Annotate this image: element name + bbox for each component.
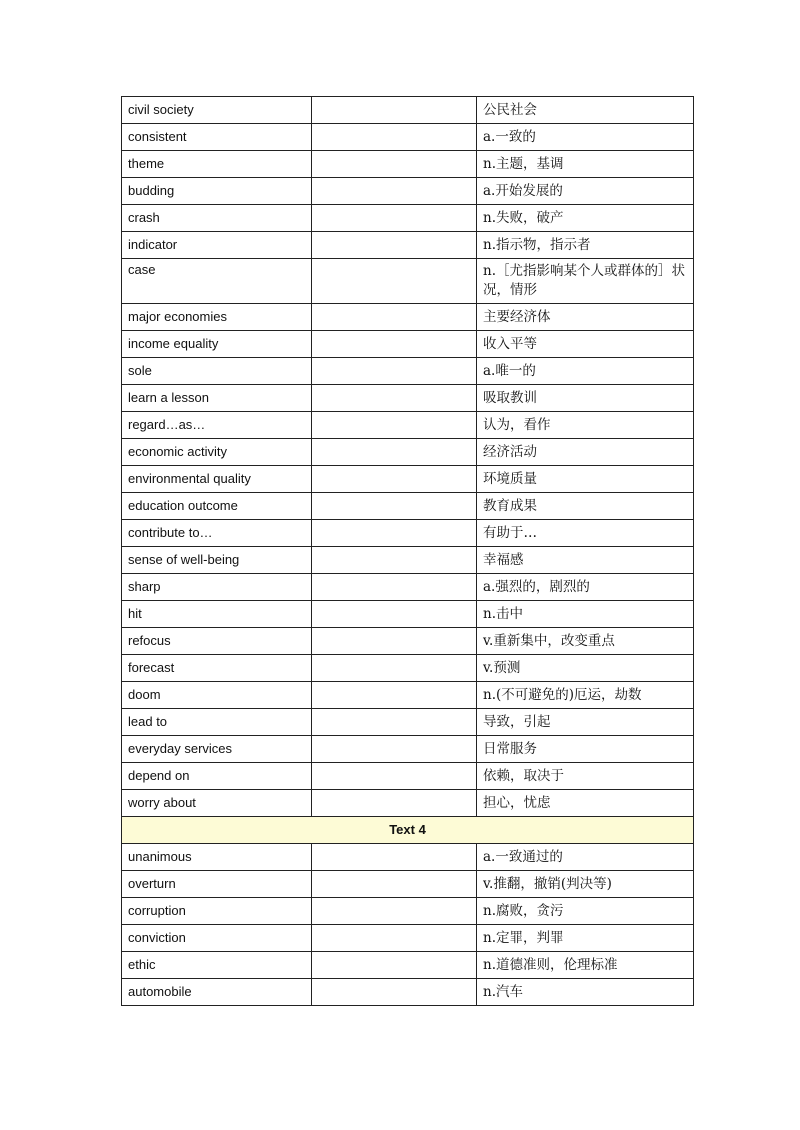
blank-cell <box>312 574 477 601</box>
meaning-cell: 主要经济体 <box>477 304 694 331</box>
blank-cell <box>312 790 477 817</box>
meaning-cell: 导致，引起 <box>477 709 694 736</box>
word-cell: environmental quality <box>122 466 312 493</box>
blank-cell <box>312 898 477 925</box>
meaning-cell: 依赖，取决于 <box>477 763 694 790</box>
blank-cell <box>312 736 477 763</box>
word-cell: indicator <box>122 232 312 259</box>
table-row <box>122 898 694 925</box>
meaning-cell: n.汽车 <box>477 979 694 1006</box>
blank-cell <box>312 520 477 547</box>
word-cell: economic activity <box>122 439 312 466</box>
meaning-cell: n.主题，基调 <box>477 151 694 178</box>
table-row <box>122 124 694 151</box>
word-cell: ethic <box>122 952 312 979</box>
table-row <box>122 844 694 871</box>
word-cell: automobile <box>122 979 312 1006</box>
blank-cell <box>312 493 477 520</box>
word-cell: crash <box>122 205 312 232</box>
word-cell: theme <box>122 151 312 178</box>
meaning-cell: n.失败，破产 <box>477 205 694 232</box>
table-row <box>122 232 694 259</box>
word-cell: refocus <box>122 628 312 655</box>
blank-cell <box>312 331 477 358</box>
meaning-cell: 环境质量 <box>477 466 694 493</box>
meaning-cell: 教育成果 <box>477 493 694 520</box>
table-row <box>122 358 694 385</box>
word-cell: case <box>122 259 312 304</box>
table-row <box>122 547 694 574</box>
meaning-cell: n.击中 <box>477 601 694 628</box>
blank-cell <box>312 709 477 736</box>
section-title: Text 4 <box>122 817 694 844</box>
blank-cell <box>312 655 477 682</box>
blank-cell <box>312 151 477 178</box>
blank-cell <box>312 952 477 979</box>
meaning-cell: a.开始发展的 <box>477 178 694 205</box>
table-row <box>122 466 694 493</box>
blank-cell <box>312 385 477 412</box>
blank-cell <box>312 763 477 790</box>
word-cell: education outcome <box>122 493 312 520</box>
meaning-cell: 认为，看作 <box>477 412 694 439</box>
meaning-cell: a.一致通过的 <box>477 844 694 871</box>
blank-cell <box>312 871 477 898</box>
meaning-cell: a.一致的 <box>477 124 694 151</box>
meaning-cell: 幸福感 <box>477 547 694 574</box>
vocabulary-table <box>121 96 694 1006</box>
meaning-cell: v.推翻，撤销(判决等) <box>477 871 694 898</box>
blank-cell <box>312 466 477 493</box>
meaning-cell: 公民社会 <box>477 97 694 124</box>
blank-cell <box>312 439 477 466</box>
meaning-cell: v.预测 <box>477 655 694 682</box>
vocabulary-table-body <box>122 97 694 1006</box>
word-cell: hit <box>122 601 312 628</box>
blank-cell <box>312 412 477 439</box>
meaning-cell: n.定罪，判罪 <box>477 925 694 952</box>
meaning-cell: 收入平等 <box>477 331 694 358</box>
table-row <box>122 655 694 682</box>
blank-cell <box>312 124 477 151</box>
meaning-cell: n.［尤指影响某个人或群体的］状况，情形 <box>477 259 694 304</box>
meaning-cell: n.指示物，指示者 <box>477 232 694 259</box>
blank-cell <box>312 682 477 709</box>
blank-cell <box>312 358 477 385</box>
word-cell: forecast <box>122 655 312 682</box>
word-cell: income equality <box>122 331 312 358</box>
table-row <box>122 304 694 331</box>
word-cell: major economies <box>122 304 312 331</box>
word-cell: regard…as… <box>122 412 312 439</box>
table-row <box>122 205 694 232</box>
table-row <box>122 790 694 817</box>
meaning-cell: n.腐败，贪污 <box>477 898 694 925</box>
table-row <box>122 979 694 1006</box>
word-cell: doom <box>122 682 312 709</box>
meaning-cell: 经济活动 <box>477 439 694 466</box>
table-row <box>122 601 694 628</box>
meaning-cell: v.重新集中，改变重点 <box>477 628 694 655</box>
meaning-cell: 有助于… <box>477 520 694 547</box>
table-row <box>122 259 694 304</box>
table-row <box>122 709 694 736</box>
word-cell: sole <box>122 358 312 385</box>
table-row <box>122 385 694 412</box>
table-row <box>122 439 694 466</box>
table-row <box>122 493 694 520</box>
blank-cell <box>312 601 477 628</box>
blank-cell <box>312 304 477 331</box>
table-row <box>122 871 694 898</box>
meaning-cell: 日常服务 <box>477 736 694 763</box>
word-cell: learn a lesson <box>122 385 312 412</box>
table-row <box>122 952 694 979</box>
table-row <box>122 97 694 124</box>
word-cell: worry about <box>122 790 312 817</box>
table-row <box>122 412 694 439</box>
blank-cell <box>312 547 477 574</box>
meaning-cell: a.强烈的，剧烈的 <box>477 574 694 601</box>
table-row <box>122 151 694 178</box>
meaning-cell: n.道德准则，伦理标准 <box>477 952 694 979</box>
table-row <box>122 763 694 790</box>
word-cell: unanimous <box>122 844 312 871</box>
table-row <box>122 331 694 358</box>
blank-cell <box>312 259 477 304</box>
word-cell: depend on <box>122 763 312 790</box>
blank-cell <box>312 205 477 232</box>
blank-cell <box>312 925 477 952</box>
word-cell: conviction <box>122 925 312 952</box>
table-row <box>122 520 694 547</box>
table-row <box>122 736 694 763</box>
blank-cell <box>312 178 477 205</box>
word-cell: consistent <box>122 124 312 151</box>
table-row <box>122 178 694 205</box>
meaning-cell: n.(不可避免的)厄运，劫数 <box>477 682 694 709</box>
word-cell: contribute to… <box>122 520 312 547</box>
word-cell: civil society <box>122 97 312 124</box>
word-cell: sharp <box>122 574 312 601</box>
table-row <box>122 628 694 655</box>
blank-cell <box>312 97 477 124</box>
section-header-row <box>122 817 694 844</box>
blank-cell <box>312 844 477 871</box>
table-row <box>122 574 694 601</box>
meaning-cell: a.唯一的 <box>477 358 694 385</box>
word-cell: budding <box>122 178 312 205</box>
word-cell: everyday services <box>122 736 312 763</box>
table-row <box>122 925 694 952</box>
meaning-cell: 担心，忧虑 <box>477 790 694 817</box>
word-cell: overturn <box>122 871 312 898</box>
meaning-cell: 吸取教训 <box>477 385 694 412</box>
blank-cell <box>312 979 477 1006</box>
blank-cell <box>312 628 477 655</box>
blank-cell <box>312 232 477 259</box>
word-cell: corruption <box>122 898 312 925</box>
word-cell: sense of well-being <box>122 547 312 574</box>
word-cell: lead to <box>122 709 312 736</box>
table-row <box>122 682 694 709</box>
